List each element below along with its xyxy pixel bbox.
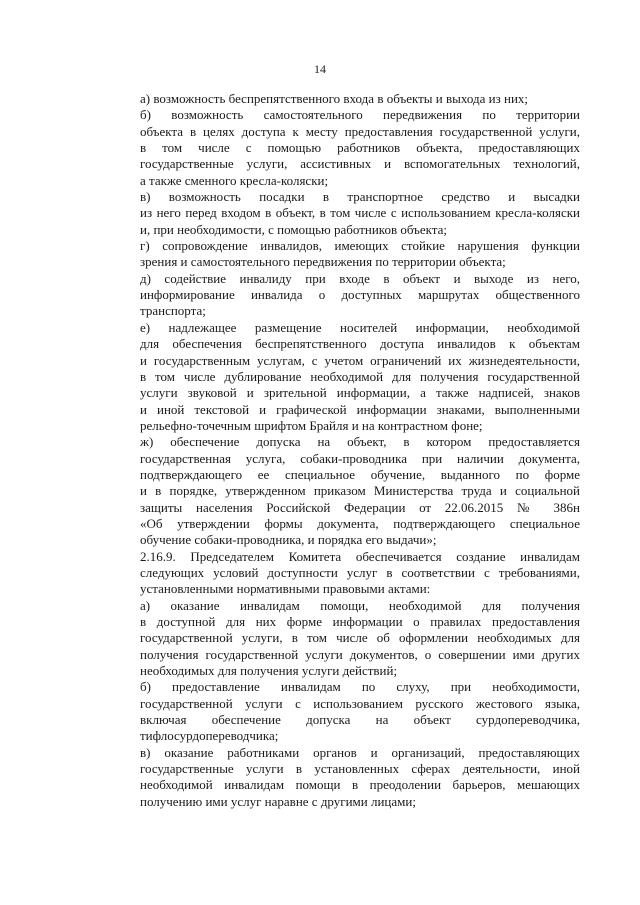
paragraph — [104, 679, 580, 744]
text-line: е) надлежащее размещение носителей информации, необходимой — [140, 319, 580, 335]
text-line: транспорта; — [140, 303, 206, 319]
text-line: из него перед входом в объект, в том числе с использованием кресла-коляски — [140, 205, 580, 221]
text-line: в доступной для них форме информации о правилах предоставления — [140, 614, 580, 629]
text-line: в) возможность посадки в транспортное средство и высадки — [140, 189, 580, 205]
paragraph — [104, 271, 580, 320]
paragraph — [104, 598, 580, 680]
text-line: информирование инвалида о доступных маршрутах общественного — [140, 287, 580, 303]
text-line: государственная услуга, собаки-проводника при наличии документа, — [140, 450, 580, 466]
text-line: включая обеспечение допуска на объект сурдопереводчика, — [140, 712, 580, 728]
text-line: г) сопровождение инвалидов, имеющих стойкие нарушения функции — [140, 238, 580, 254]
text-line: в) оказание работниками органов и организаций, предоставляющих — [140, 744, 580, 760]
text-line: в том числе дублирование необходимой для получения государственной — [140, 368, 580, 384]
text-line: зрения и самостоятельного передвижения по территории объекта; — [140, 254, 506, 270]
text-line: и в порядке, утвержденном приказом Министерства труда и социальной — [140, 483, 580, 499]
text-line: услуги звуковой и зрительной информации, а также надписей, знаков — [140, 385, 580, 401]
text-line: необходимой инвалидам помощи в преодолении барьеров, мешающих — [140, 777, 580, 793]
paragraph — [104, 745, 580, 810]
paragraph — [104, 320, 580, 434]
text-line: объекта в целях доступа к месту предоставления государственной услуги, — [140, 123, 580, 139]
page-number: 14 — [314, 62, 326, 76]
text-line: и иной текстовой и графической информации знаками, выполненными — [140, 401, 580, 417]
text-line: ж) обеспечение допуска на объект, в котором предоставляется — [140, 434, 580, 450]
paragraph — [104, 107, 580, 189]
paragraph — [104, 189, 580, 238]
text-line: обучение собаки-проводника, и порядка его выдачи»; — [140, 532, 437, 548]
text-line: необходимых для получения услуги действий; — [140, 663, 398, 679]
text-line: тифлосурдопереводчика; — [140, 728, 279, 744]
text-line: рельефно-точечным шрифтом Брайля и на контрастном фоне; — [140, 417, 483, 433]
text-line: государственной услуги с использованием русского жестового языка, — [140, 695, 580, 711]
text-line: д) содействие инвалиду при входе в объект и выходе из него, — [140, 270, 580, 286]
text-line: и государственным услугам, с учетом ограничений их жизнедеятельности, — [140, 352, 580, 368]
text-line: «Об утверждении формы документа, подтверждающего специальное — [140, 515, 580, 531]
paragraph — [104, 91, 580, 107]
text-line: а также сменного кресла-коляски; — [140, 172, 329, 188]
paragraph — [104, 434, 580, 548]
text-line: в том числе с помощью работников объекта, предоставляющих — [140, 140, 580, 156]
document-body — [104, 91, 580, 810]
text-line: установленными нормативными правовыми актами: — [140, 581, 431, 597]
text-line: следующих условий доступности услуг в соответствии с требованиями, — [140, 564, 580, 580]
text-line: защиты населения Российской Федерации от 22.06.2015 № 386н — [140, 499, 580, 515]
text-line: и, при необходимости, с помощью работников объекта; — [140, 221, 447, 237]
text-line: 2.16.9. Председателем Комитета обеспечивается создание инвалидам — [140, 548, 580, 564]
text-line: государственной услуги, в том числе об оформлении необходимых для — [140, 630, 580, 646]
text-line: получения государственной услуги документов, о совершении ими других — [140, 646, 580, 662]
text-line: б) предоставление инвалидам по слуху, при необходимости, — [140, 679, 580, 695]
text-line: государственные услуги, ассистивных и вспомогательных технологий, — [140, 156, 580, 172]
text-line: для обеспечения беспрепятственного доступа инвалидов к объектам — [140, 336, 580, 352]
text-line: подтверждающего ее специальное обучение, выданного по форме — [140, 466, 580, 482]
text-line: а) возможность беспрепятственного входа в объекты и выхода из них; — [140, 91, 529, 106]
paragraph — [104, 549, 580, 598]
paragraph — [104, 238, 580, 271]
text-line: получению ими услуг наравне с другими лицами; — [140, 793, 416, 809]
text-line: а) оказание инвалидам помощи, необходимой для получения — [140, 597, 580, 613]
text-line: государственные услуги в установленных сферах деятельности, иной — [140, 761, 580, 777]
text-line: б) возможность самостоятельного передвижения по территории — [140, 107, 580, 123]
